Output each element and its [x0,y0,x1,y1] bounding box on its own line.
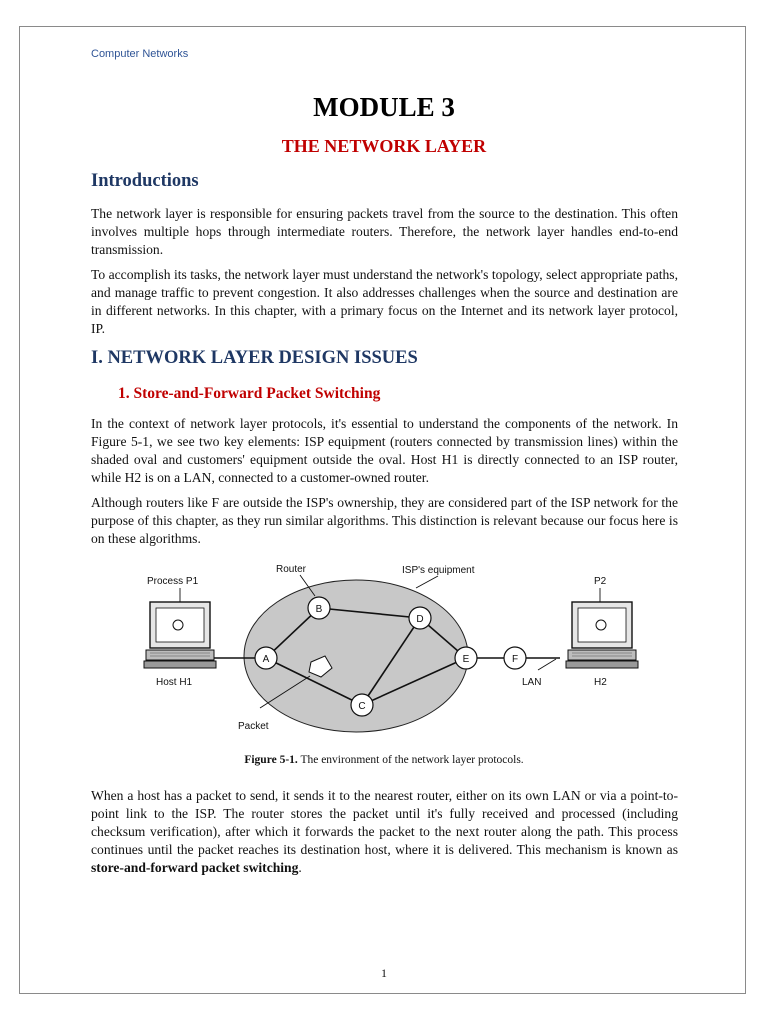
paragraph-3-text: When a host has a packet to send, it sends it to the nearest router, either on its own LAN or via a point-to-point link to the ISP. The router stores the packet until it's fully received and processed (including checksum verification), after which it forwards the packet to the next router along the path. This process continues until the packet reaches its destination host, where it is delivered. This mechanism is known as [91,788,678,857]
label-h2: H2 [594,677,607,688]
host-h2-computer [566,602,638,668]
section-paragraph-2: Although routers like F are outside the ISP's ownership, they are considered part of the ISP network for the purpose of this chapter, as they run similar algorithms. This distinction is relevant because our focus here is on these algorithms. [91,495,678,546]
intro-paragraph-1: The network layer is responsible for ensuring packets travel from the source to the destination. This often involves multiple hops through intermediate routers. Therefore, the network layer handles end-to-end transmission. [91,206,678,257]
label-host-h1: Host H1 [156,677,193,688]
figure-caption [0,754,768,766]
chapter-title: THE NETWORK LAYER [281,136,487,156]
page-number: 1 [381,966,387,980]
label-isp-equipment: ISP's equipment [402,565,475,576]
router-e-label: E [462,654,470,665]
paragraph-3-bold-term: store-and-forward packet switching [91,860,299,875]
module-title: MODULE 3 [313,92,455,122]
router-b-label: B [315,604,323,615]
lan-pointer [538,659,556,670]
running-header: Computer Networks [91,48,189,60]
router-c-label: C [358,701,366,712]
intro-paragraph-2: To accomplish its tasks, the network layer must understand the network's topology, select appropriate paths, and manage traffic to prevent congestion. It also addresses challenges when the source and destination are in different networks. In this chapter, with a primary focus on the Internet and its network layer protocol, IP. [91,267,678,336]
introductions-heading: Introductions [91,171,199,191]
section-paragraph-3 [91,787,678,877]
label-process-p1: Process P1 [147,576,199,587]
subsection-heading: 1. Store-and-Forward Packet Switching [118,385,381,402]
isp-pointer [416,576,438,588]
label-router: Router [276,564,307,575]
label-p2: P2 [594,576,607,587]
section-paragraph-1: In the context of network layer protocols, it's essential to understand the components of the network. In Figure 5-1, we see two key elements: ISP equipment (routers connected by transmission lines) within the shaded oval and customers' equipment outside the oval. Host H1 is directly connected to an ISP router, while H2 is on a LAN, connected to a customer-owned router. [91,416,678,485]
network-diagram [120,558,660,738]
router-a-label: A [262,654,270,665]
router-f-label: F [511,654,519,665]
label-packet: Packet [238,721,269,732]
caption-text: The environment of the network layer protocols. [297,754,524,766]
host-h1-computer [144,602,216,668]
paragraph-3-end: . [298,860,302,875]
section-heading: I. NETWORK LAYER DESIGN ISSUES [91,348,418,368]
label-lan: LAN [522,677,542,688]
router-d-label: D [416,614,424,625]
caption-number: Figure 5-1. [244,754,298,766]
network-figure [120,558,660,738]
